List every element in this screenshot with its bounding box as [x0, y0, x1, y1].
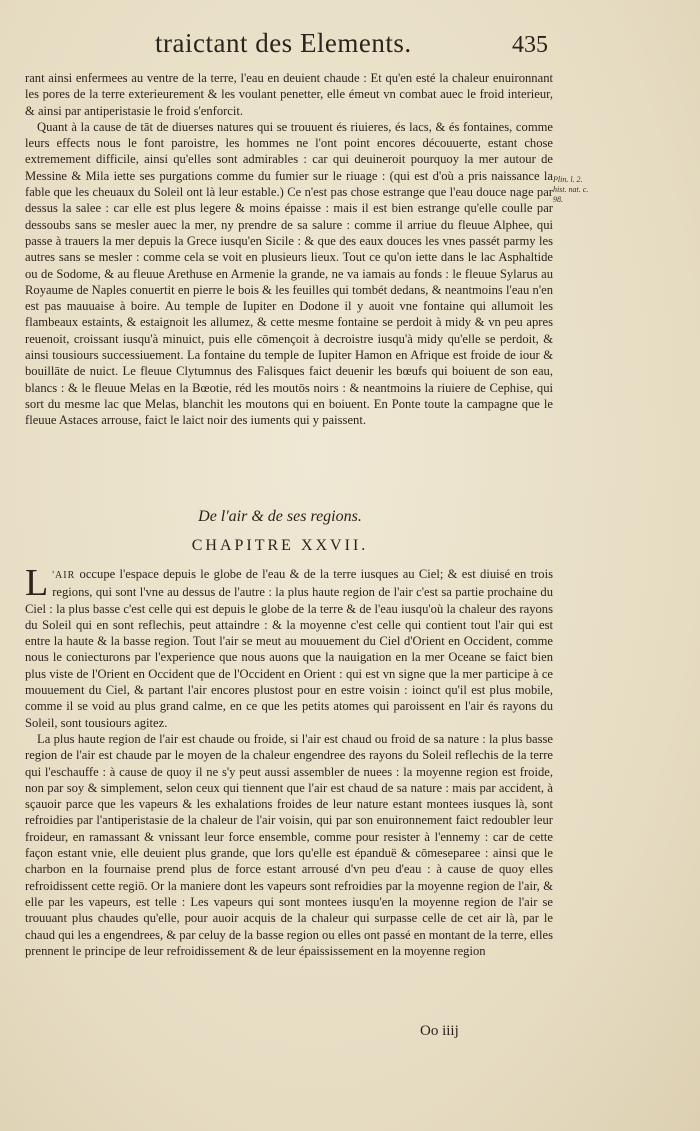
signature-mark: Oo iiij [420, 1023, 459, 1039]
page-number: 435 [512, 32, 548, 58]
chapter-second-paragraph: La plus haute region de l'air est chaude ou froide, si l'air est chaud ou froid de sa nature : la plus basse region de l'air est chaude par le moyen de la chaleur engendree des rayons du Soleil reflechis de la terre qui l'eschauffe : à cause de quoy il ne s'y peut aussi assembler de nuees : la moyenne region est froide, non par soy & simplement, selon ceux qui tiennent que l'air est chaud de sa nature : mais par accident, à sçauoir parce que les vapeurs & les exhalations froides de leur nature estant montees iusques là, sont refroidies par l'antiperistasie de la chaleur de l'air voisin, qui par son enuironnement faict redoubler leur froideur, en ramassant & vnissant leur force ensemble, comme pour resister à l'ennemy : car de cette façon estant vnie, elle deuient plus grande, que lors qu'elle est épanduë & cōmeseparee : ainsi que le charbon en la fournaise prend plus de force estant arrousé d'vn peu d'eau : à cause de quoy elles refroidissent cette regiō. Or la maniere dont les vapeurs sont refroidies par la moyenne region de l'air, & elle par les vapeurs, est telle : Les vapeurs qui sont montees iusqu'en la moyenne region de l'air se trouuant plus chaudes qu'elle, pour auoir acquis de la chaleur qui surpasse celle de cet air là, par le chaud qui les a engendrees, & par celuy de la basse region ou elles ont passé en montant de la terre, elles prennent le principe de leur refroidissement & de leur épaississement en la moyenne region [25, 731, 553, 958]
page-header [0, 28, 700, 68]
chapter-text [25, 562, 553, 959]
lead-word: 'AIR [52, 570, 76, 581]
main-text [25, 70, 553, 429]
paragraph-continued: rant ainsi enfermees au ventre de la terre, l'eau en deuient chaude : Et qu'en esté la chaleur enuironnant les pores de la terre exterieurement & les voulant penetter, elle émeut vn combat auec le froid interieur, & ainsi par antiperistasie le froid s'enforcit. [25, 71, 553, 118]
chapter-heading: CHAPITRE XXVII. [191, 537, 369, 554]
margin-note: Plin. l. 2. hist. nat. c. 98. [553, 175, 589, 204]
running-title: traictant des Elements. [155, 28, 412, 58]
section-title: De l'air & de ses regions. [198, 508, 362, 525]
first-paragraph-text: occupe l'espace depuis le globe de l'eau & de la terre iusques au Ciel; & est diuisé en trois regions, qui sont l'vne au dessus de l'autre : la plus haute region de l'air c'est sa partie prochaine du Ciel : la plus basse c'est celle qui est depuis le globe de la terre & de l'eau iusqu'où la chaleur des rayons du Soleil qui en sont reflechis, peut attaindre : & la moyenne c'est celle qui contient tout l'air qui est entre la haute & la basse region. Tout l'air se meut au mouuement du Ciel d'Orient en Occident, comme nous le coniecturons par l'experience que nous auons que la nauigation en la mer Oceane se faict bien plus viste de l'Orient en Occident que de l'Occident en Orient : qui est vn signe que la mer participe à ce mouuement du Ciel, & partant l'air encores plustost pour en estre voisin : ioinct qu'il est plus mobile, comme il se void au plus grand calme, en ce que les petits atomes qui paroissent en l'air és rayons du Soleil, sont tousiours agitez. [25, 567, 553, 730]
paragraph-natures: Quant à la cause de tāt de diuerses natures qui se trouuent és riuieres, és lacs, & és fontaines, comme leurs effects nous le font paroistre, les hommes ne l'ont point encores découuerte, estant chose extremement difficile, ainsi qu'elles sont admirables : car qui deuineroit pourquoy la mer autour de Messine & Mila iette ses purgations comme du fumier sur le riuage : (qui est d'où a pris naissance la fable que les cheuaux du Soleil ont là leur estable.) Ce n'est pas chose estrange que l'eau douce nage par dessus la salee : car elle est plus legere & moins épaisse : mais il est bien estrange qu'elle coulle par dessoubs sans se mesler auec la mer, ny prendre de sa salure : comme il arriue du fleuue Alphee, qui passe à trauers la mer depuis la Grece iusqu'en Sicile : & que des eaux douces les vnes passét parmy les autres sans se mesler : comme cela se voit en plusieurs lieux. Tout ce qu'on iette dans le lac Asphaltide ou de Sodome, & au fleuue Arethuse en Armenie la grande, ne va iamais au fonds : le fleuue Sylarus au Royaume de Naples conuertit en pierre le bois & les feuilles qui tombét dedans, & neantmoins l'eau n'en est pas mauuaise à boire. Au temple de Iupiter en Dodone il y auoit vne fontaine qui allumoit les flambeaux estaints, & estaignoit les allumez, & cette mesme fontaine se perdoit à midy & vn peu apres reuenoit, croissant iusqu'à minuict, puis elle cōmençoit à decroistre iusqu'à midy qu'elle se perdoit, & ainsi tousiours successiuement. La fontaine du temple de Iupiter Hamon en Afrique est froide de iour & bouillāte de nuict. Le fleuue Clytumnus des Falisques faict deuenir les bœufs qui boiuent de son eau, blancs : & le fleuue Melas en la Bœotie, réd les moutōs noirs : & neantmoins la riuiere de Cephise, qui sort du mesme lac que Melas, blanchit les moutons qui en boiuent. En Ponte toute la campagne que le fleuue Astaces arrouse, faict le laict noir des iuments qui y paissent. [25, 119, 553, 428]
drop-cap: L [25, 562, 49, 604]
chapter-first-paragraph [25, 562, 553, 731]
